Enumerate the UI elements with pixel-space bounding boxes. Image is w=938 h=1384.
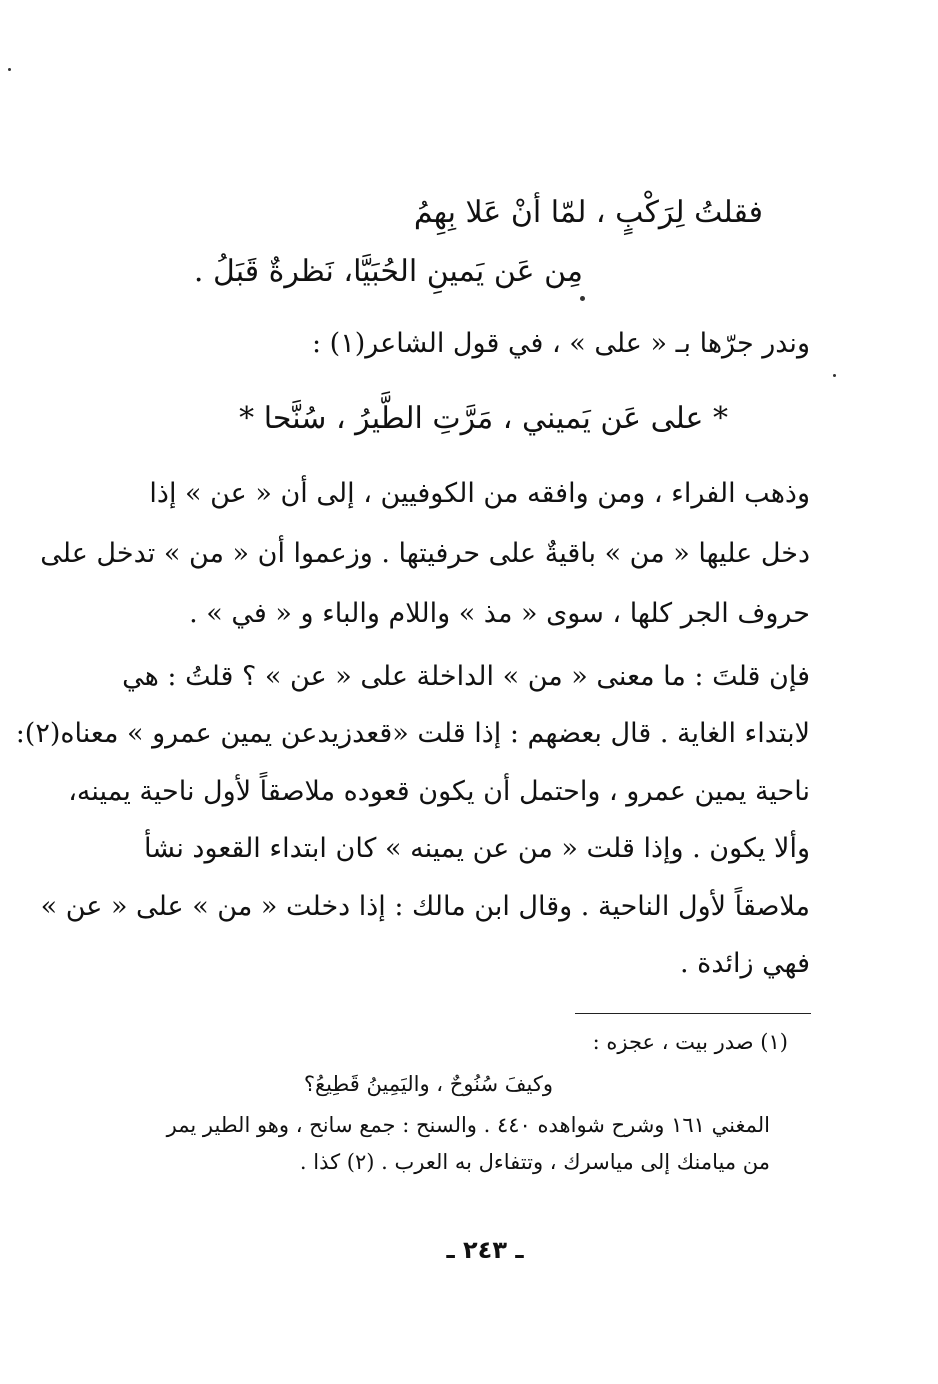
body-line-5: حروف الجر كلها ، سوى « مذ » واللام والباء و « في » . [189,598,810,629]
body-line-9: وألا يكون . وإذا قلت « من عن يمينه » كان ابتداء القعود نشأ [144,833,810,864]
footnote-verse: وكيفَ سُنُوحٌ ، واليَمِينُ قَطِيعُ؟ [303,1072,553,1096]
scan-speck [580,296,585,301]
verse-line-1: فقلتُ لِرَكْبٍ ، لمّا أنْ عَلا بِهِمُ [413,195,763,230]
body-line-1: وندر جرّها بـ « على » ، في قول الشاعر(١) : [312,328,810,359]
footnote-3: المغني ١٦١ وشرح شواهده ٤٤٠ . والسنح : جمع سانح ، وهو الطير يمر [166,1113,770,1137]
body-line-3: وذهب الفراء ، ومن وافقه من الكوفيين ، إلى أن « عن » إذا [149,478,810,509]
body-line-11: فهي زائدة . [680,948,810,979]
footnote-4: من ميامنك إلى مياسرك ، وتتفاءل به العرب . (٢) كذا . [299,1150,770,1174]
body-line-6: فإن قلتَ : ما معنى « من » الداخلة على « عن » ؟ قلتُ : هي [122,661,810,692]
scan-speck [8,68,11,71]
body-line-7: لابتداء الغاية . قال بعضهم : إذا قلت «قعدزيدعن يمين عمرو » معناه(٢): [15,718,810,749]
body-line-4: دخل عليها « من » باقيةٌ على حرفيتها . وزعموا أن « من » تدخل على [40,538,810,569]
verse-quote-line: * على عَن يَميني ، مَرَّتِ الطَّيرُ ، سُنَّحا * [239,401,728,436]
page-number: ـ ٢٤٣ ـ [446,1236,524,1264]
verse-line-2: مِن عَن يَمينِ الحُبَيَّا، نَظرةٌ قَبَلُ . [193,254,583,289]
footnote-1: (١) صدر بيت ، عجزه : [592,1030,788,1054]
scan-speck [833,374,836,377]
body-line-10: ملاصقاً لأول الناحية . وقال ابن مالك : إذا دخلت « من » على « عن » [40,891,810,922]
footnote-separator [575,1013,811,1014]
body-line-8: ناحية يمين عمرو ، واحتمل أن يكون قعوده ملاصقاً لأول ناحية يمينه، [68,776,810,807]
